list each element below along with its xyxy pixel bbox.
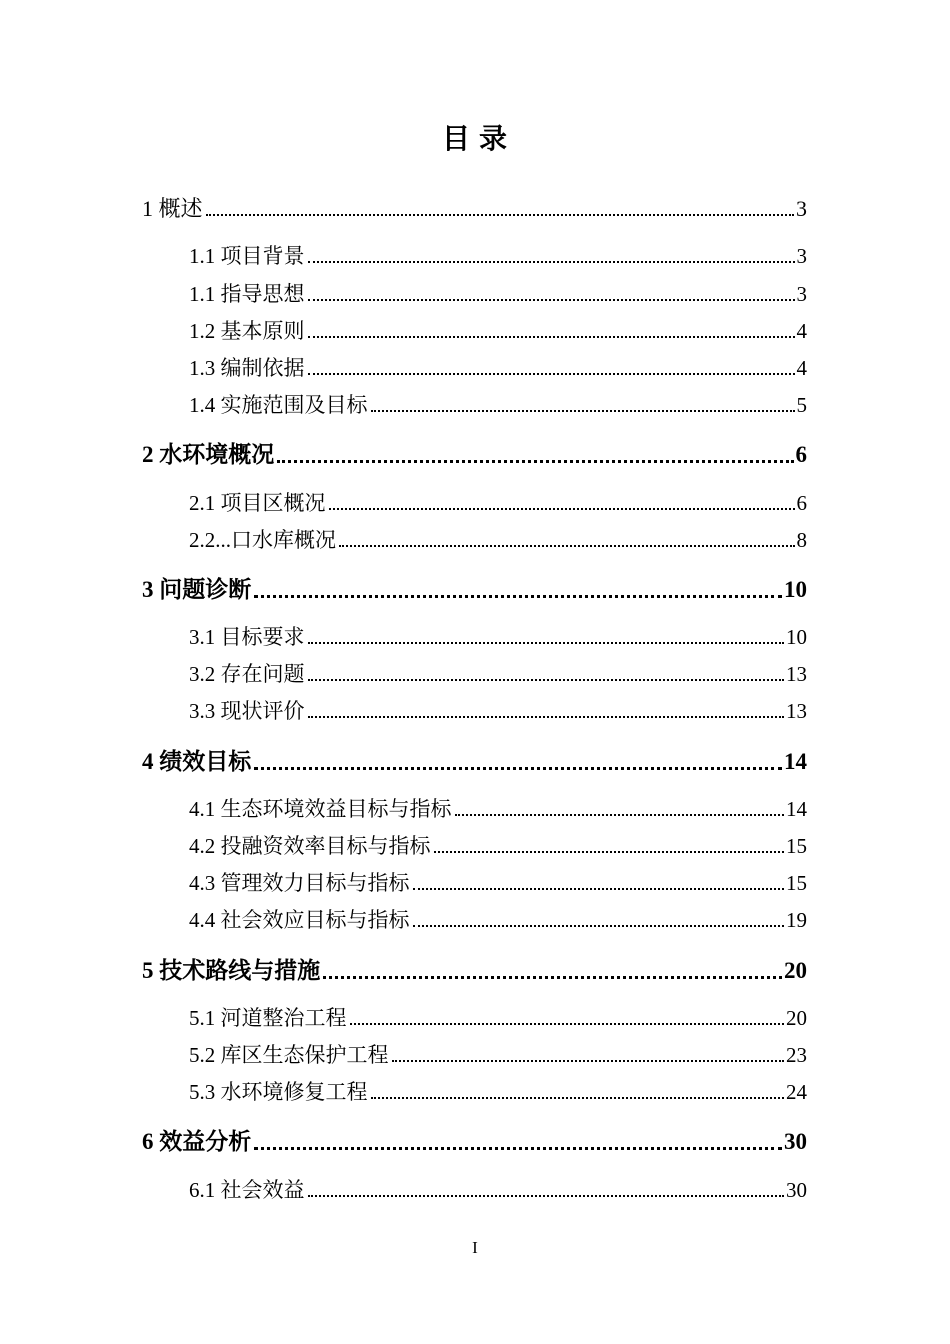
toc-entry-label: 4.4 社会效应目标与指标 xyxy=(189,908,410,933)
toc-entry-page-number: 3 xyxy=(796,196,807,222)
toc-leader-dots xyxy=(371,1097,785,1099)
toc-entry-level2[interactable] xyxy=(142,894,807,931)
toc-leader-dots xyxy=(308,1195,785,1197)
toc-entry-level1[interactable] xyxy=(142,944,807,981)
toc-entry-level2[interactable] xyxy=(142,1029,807,1066)
toc-entry-label: 2.2...口水库概况 xyxy=(189,527,336,552)
toc-entry-level2[interactable] xyxy=(142,305,807,342)
toc-leader-dots xyxy=(308,373,795,375)
toc-leader-dots xyxy=(434,851,785,853)
toc-entry-label: 3.3 现状评价 xyxy=(189,699,305,724)
toc-entry-label: 5.1 河道整治工程 xyxy=(189,1005,347,1030)
toc-entry-page-number: 3 xyxy=(796,244,807,269)
toc-leader-dots xyxy=(308,261,795,263)
toc-entry-page-number: 4 xyxy=(796,318,807,343)
toc-leader-dots xyxy=(308,679,785,681)
toc-leader-dots xyxy=(254,595,782,598)
toc-entry-page-number: 13 xyxy=(786,662,807,687)
toc-entry-level2[interactable] xyxy=(142,379,807,416)
toc-entry-label: 4.1 生态环境效益目标与指标 xyxy=(189,796,452,821)
toc-entry-page-number: 6 xyxy=(796,490,807,515)
toc-entry-label: 1.3 编制依据 xyxy=(189,355,305,380)
toc-entry-page-number: 20 xyxy=(786,1005,807,1030)
toc-entry-level2[interactable] xyxy=(142,857,807,894)
toc-entry-page-number: 24 xyxy=(786,1080,807,1105)
toc-entry-page-number: 6 xyxy=(795,442,807,468)
toc-entry-label: 2.1 项目区概况 xyxy=(189,490,326,515)
toc-entry-page-number: 23 xyxy=(786,1042,807,1067)
toc-entry-page-number: 5 xyxy=(796,393,807,418)
toc-list xyxy=(142,170,807,1201)
toc-entry-page-number: 30 xyxy=(784,1129,807,1155)
toc-leader-dots xyxy=(254,767,782,770)
toc-entry-level1[interactable] xyxy=(142,564,807,601)
toc-entry-page-number: 3 xyxy=(796,281,807,306)
toc-entry-page-number: 4 xyxy=(796,355,807,380)
toc-entry-label: 5.3 水环境修复工程 xyxy=(189,1080,368,1105)
toc-leader-dots xyxy=(329,508,795,510)
toc-entry-level2[interactable] xyxy=(142,992,807,1029)
toc-entry-page-number: 30 xyxy=(786,1177,807,1202)
toc-entry-label: 3.2 存在问题 xyxy=(189,662,305,687)
toc-leader-dots xyxy=(277,460,793,463)
toc-entry-label: 2 水环境概况 xyxy=(142,442,275,468)
toc-entry-label: 4.2 投融资效率目标与指标 xyxy=(189,834,431,858)
toc-entry-level2[interactable] xyxy=(142,783,807,820)
toc-entry-page-number: 19 xyxy=(786,908,807,933)
toc-entry-level2[interactable] xyxy=(142,342,807,379)
toc-entry-page-number: 10 xyxy=(786,625,807,650)
toc-leader-dots xyxy=(323,976,782,979)
toc-leader-dots xyxy=(350,1023,785,1025)
toc-leader-dots xyxy=(413,888,785,890)
toc-title: 目 录 xyxy=(441,124,508,155)
toc-entry-label: 5.2 库区生态保护工程 xyxy=(189,1042,389,1067)
toc-leader-dots xyxy=(254,1147,782,1150)
toc-entry-label: 6.1 社会效益 xyxy=(189,1177,305,1202)
toc-entry-level2[interactable] xyxy=(142,1163,807,1200)
toc-leader-dots xyxy=(206,214,794,216)
toc-entry-label: 1.1 指导思想 xyxy=(189,281,305,306)
toc-entry-label: 5 技术路线与措施 xyxy=(142,957,321,983)
toc-entry-level2[interactable] xyxy=(142,820,807,857)
toc-entry-level2[interactable] xyxy=(142,648,807,685)
footer-page-number: I xyxy=(472,1238,478,1257)
toc-entry-label: 4 绩效目标 xyxy=(142,748,252,774)
toc-leader-dots xyxy=(308,336,795,338)
toc-entry-level2[interactable] xyxy=(142,1066,807,1103)
toc-entry-level2[interactable] xyxy=(142,514,807,551)
toc-entry-page-number: 15 xyxy=(786,871,807,896)
toc-entry-page-number: 15 xyxy=(786,834,807,858)
toc-leader-dots xyxy=(455,814,785,816)
toc-entry-level2[interactable] xyxy=(142,685,807,722)
toc-entry-label: 1.4 实施范围及目标 xyxy=(189,393,368,418)
toc-leader-dots xyxy=(371,410,795,412)
toc-entry-label: 3.1 目标要求 xyxy=(189,625,305,650)
toc-leader-dots xyxy=(308,299,795,301)
toc-entry-page-number: 8 xyxy=(796,527,807,552)
toc-entry-level2[interactable] xyxy=(142,611,807,648)
toc-entry-label: 6 效益分析 xyxy=(142,1129,252,1155)
toc-entry-page-number: 14 xyxy=(784,748,807,774)
toc-leader-dots xyxy=(308,716,785,718)
toc-entry-page-number: 14 xyxy=(786,796,807,821)
toc-entry-level2[interactable] xyxy=(142,267,807,304)
toc-entry-page-number: 13 xyxy=(786,699,807,724)
toc-entry-level2[interactable] xyxy=(142,476,807,513)
toc-entry-level2[interactable] xyxy=(142,230,807,267)
toc-entry-page-number: 10 xyxy=(784,576,807,602)
toc-leader-dots xyxy=(392,1060,785,1062)
toc-entry-label: 4.3 管理效力目标与指标 xyxy=(189,871,410,896)
toc-entry-label: 1.1 项目背景 xyxy=(189,244,305,269)
toc-leader-dots xyxy=(308,642,785,644)
toc-entry-level1[interactable] xyxy=(142,735,807,772)
toc-entry-label: 1 概述 xyxy=(142,196,203,222)
toc-entry-level1[interactable] xyxy=(142,183,807,220)
toc-entry-label: 3 问题诊断 xyxy=(142,576,252,602)
toc-leader-dots xyxy=(413,925,785,927)
toc-entry-level1[interactable] xyxy=(142,429,807,466)
toc-entry-level1[interactable] xyxy=(142,1116,807,1153)
toc-entry-label: 1.2 基本原则 xyxy=(189,318,305,343)
toc-leader-dots xyxy=(339,545,795,547)
toc-entry-page-number: 20 xyxy=(784,957,807,983)
